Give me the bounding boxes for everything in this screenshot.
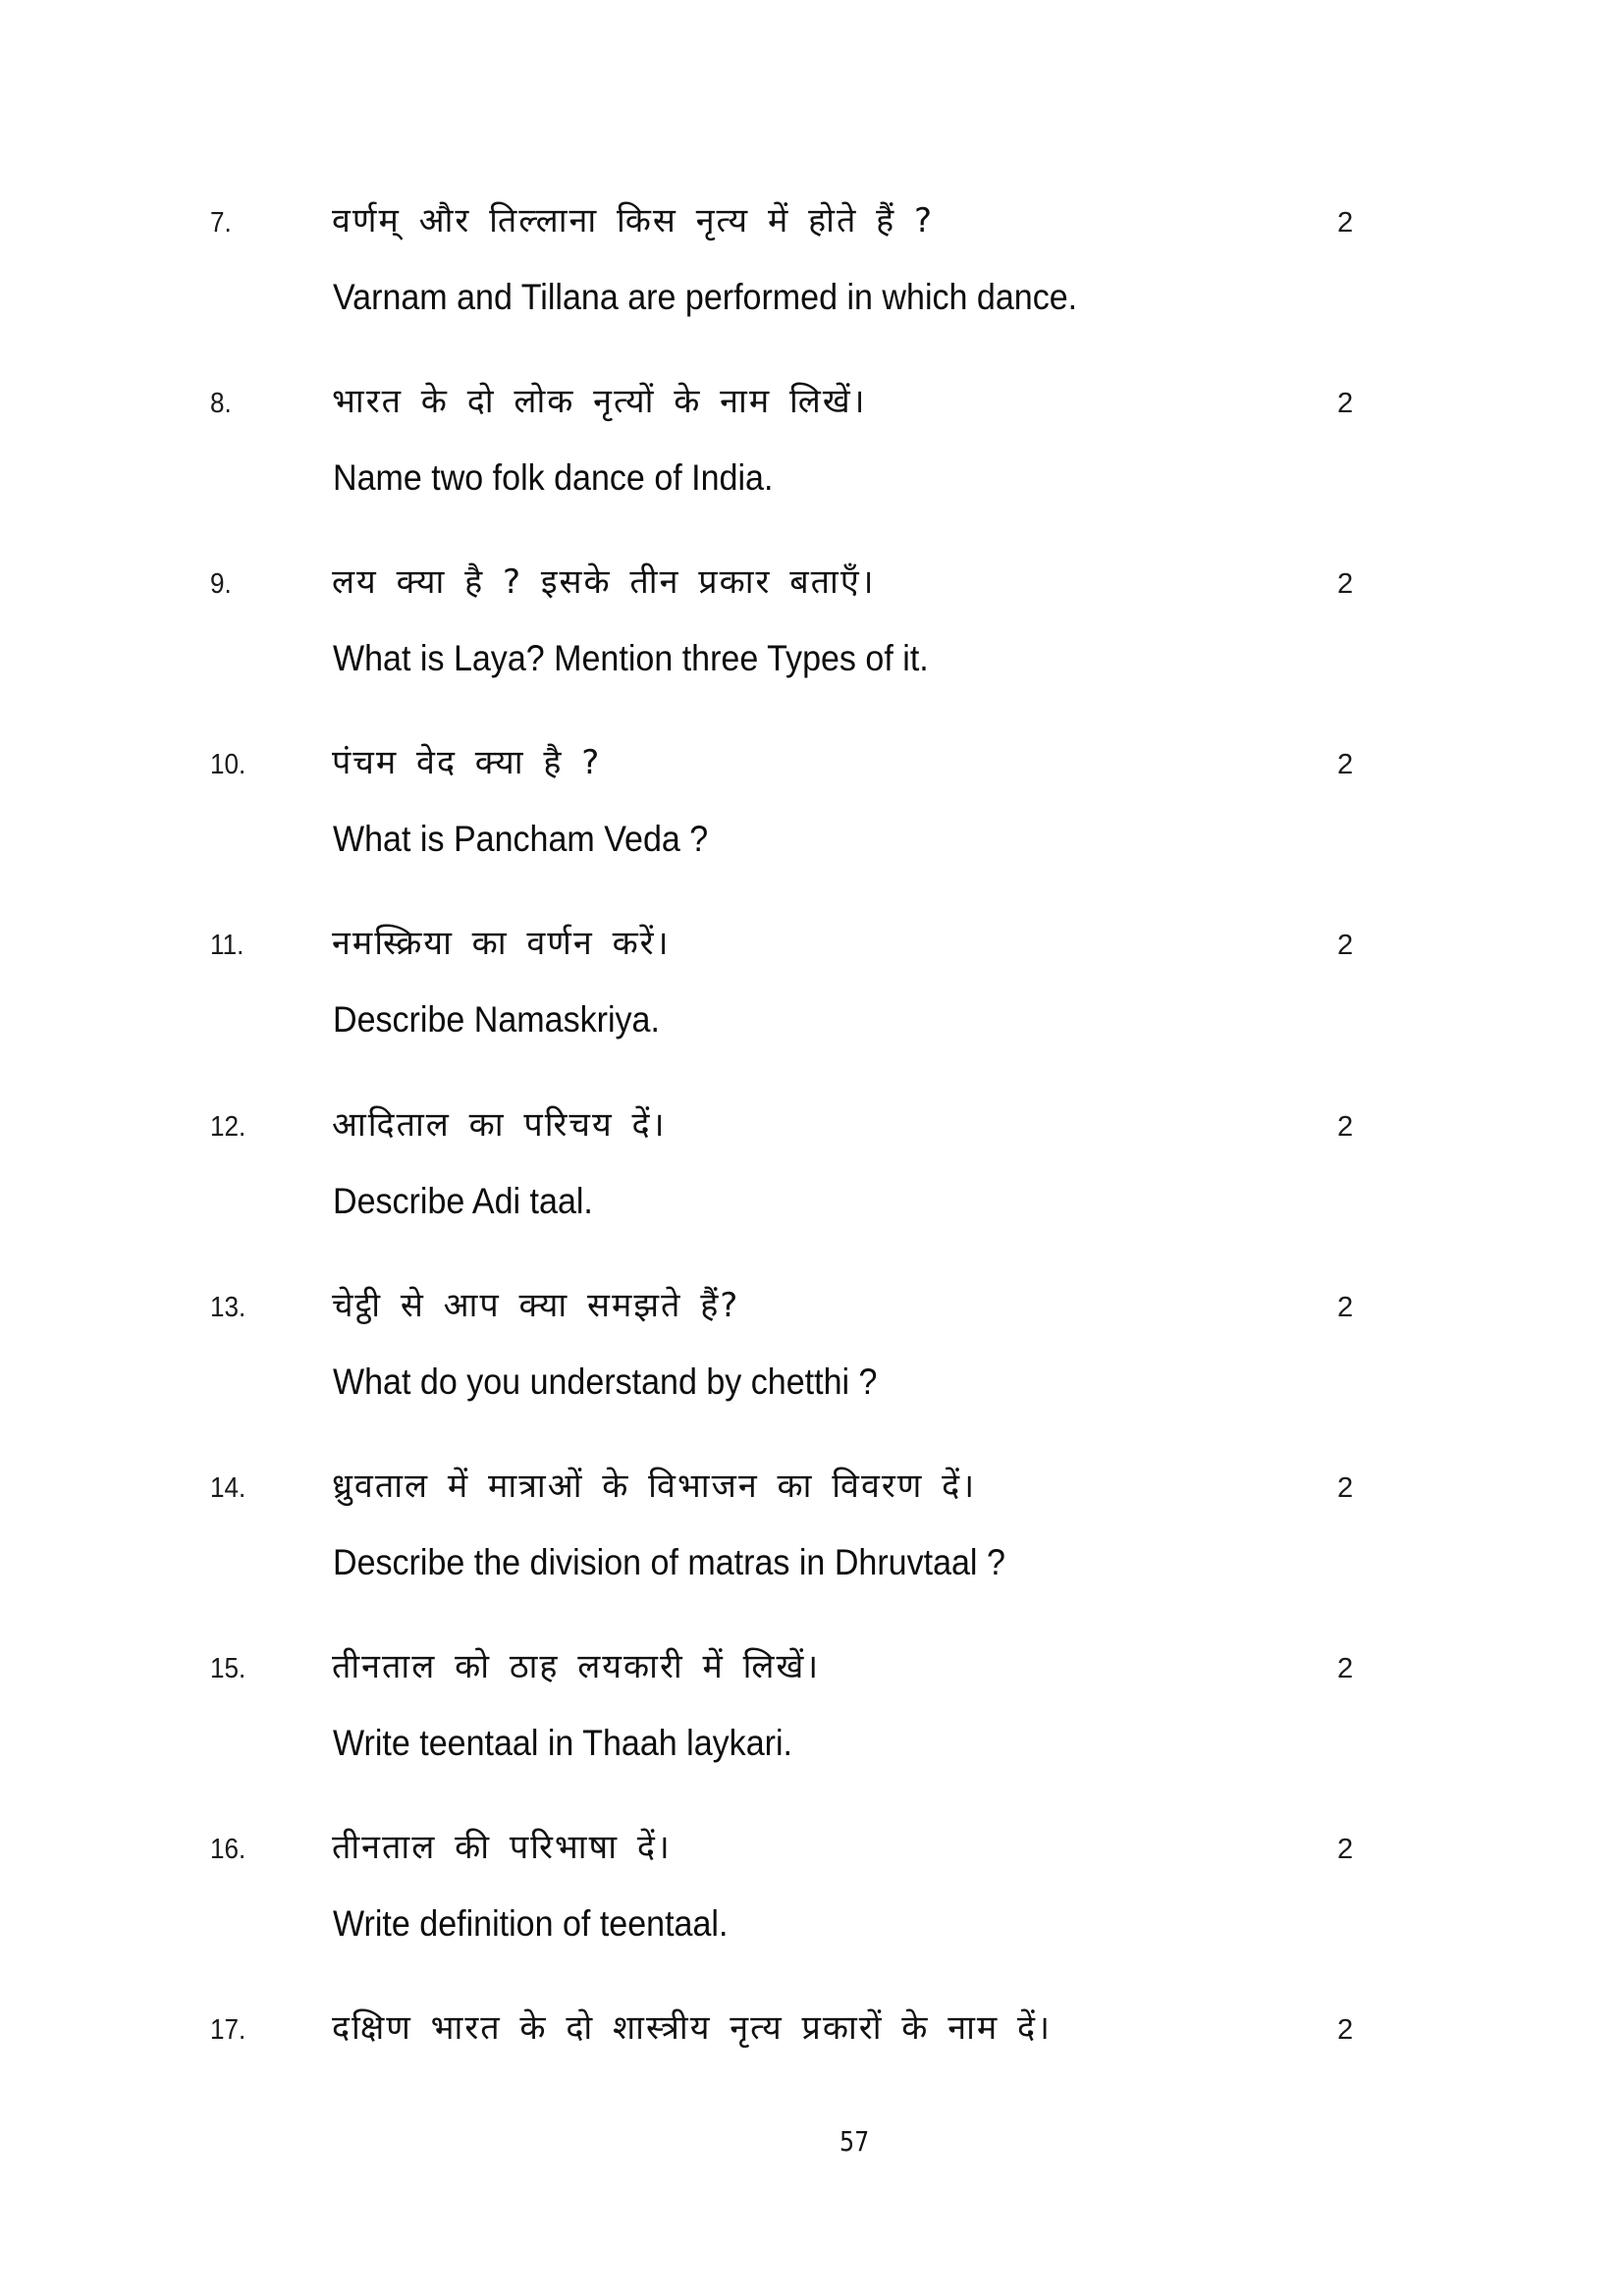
question-11 [0,926,1624,1106]
question-text-hindi: नमस्क्रिया का वर्णन करें। [332,924,671,963]
question-text-english: Varnam and Tillana are performed in which dance. [333,277,1078,317]
question-15 [0,1649,1624,1830]
question-text-english: Describe Namaskriya. [333,999,660,1040]
question-17 [0,2010,1624,2191]
question-text-english: What is Pancham Veda ? [333,819,709,859]
question-12 [0,1107,1624,1288]
question-marks: 2 [1337,207,1354,239]
question-text-hindi: लय क्या है ? इसके तीन प्रकार बताएँ। [332,562,876,602]
question-8 [0,384,1624,564]
question-text-hindi: आदिताल का परिचय दें। [332,1105,667,1145]
question-text-hindi: चेट्ठी से आप क्या समझते हैं? [332,1286,740,1325]
question-number: 17. [210,2014,246,2046]
question-marks: 2 [1337,388,1354,419]
question-9 [0,564,1624,745]
question-number: 15. [210,1653,246,1684]
question-text-hindi: पंचम वेद क्या है ? [332,743,602,782]
question-marks: 2 [1337,1111,1354,1143]
question-text-hindi: वर्णम् और तिल्लाना किस नृत्य में होते हैं ? [332,201,935,240]
question-number: 8. [210,388,232,419]
question-13 [0,1288,1624,1468]
question-number: 14. [210,1472,246,1504]
question-marks: 2 [1337,1292,1354,1323]
question-marks: 2 [1337,2014,1354,2046]
question-number: 9. [210,568,232,600]
question-text-english: What do you understand by chetthi ? [333,1362,878,1402]
question-text-english: Write teentaal in Thaah laykari. [333,1723,792,1763]
question-text-hindi: भारत के दो लोक नृत्यों के नाम लिखें। [332,382,867,421]
question-text-english: What is Laya? Mention three Types of it. [333,638,929,678]
question-text-hindi: तीनताल को ठाह लयकारी में लिखें। [332,1647,821,1686]
question-text-hindi: ध्रुवताल में मात्राओं के विभाजन का विवरण दें। [332,1467,977,1506]
question-text-english: Describe the division of matras in Dhruvtaal ? [333,1542,1005,1582]
question-number: 12. [210,1111,246,1143]
question-marks: 2 [1337,1834,1354,1865]
question-marks: 2 [1337,568,1354,600]
question-10 [0,745,1624,926]
question-text-english: Describe Adi taal. [333,1181,593,1221]
question-text-hindi: दक्षिण भारत के दो शास्त्रीय नृत्य प्रकारों के नाम दें। [332,2008,1052,2048]
question-marks: 2 [1337,930,1354,961]
question-16 [0,1830,1624,2010]
question-14 [0,1468,1624,1649]
question-text-hindi: तीनताल की परिभाषा दें। [332,1828,672,1867]
question-number: 7. [210,207,232,239]
question-text-english: Name two folk dance of India. [333,457,774,498]
question-7 [0,203,1624,384]
question-marks: 2 [1337,1472,1354,1504]
question-number: 11. [210,930,244,961]
question-text-english: Write definition of teentaal. [333,1903,729,1944]
page-number: 57 [839,2125,870,2158]
question-number: 13. [210,1292,246,1323]
question-marks: 2 [1337,749,1354,780]
question-number: 10. [210,749,246,780]
question-number: 16. [210,1834,246,1865]
question-marks: 2 [1337,1653,1354,1684]
